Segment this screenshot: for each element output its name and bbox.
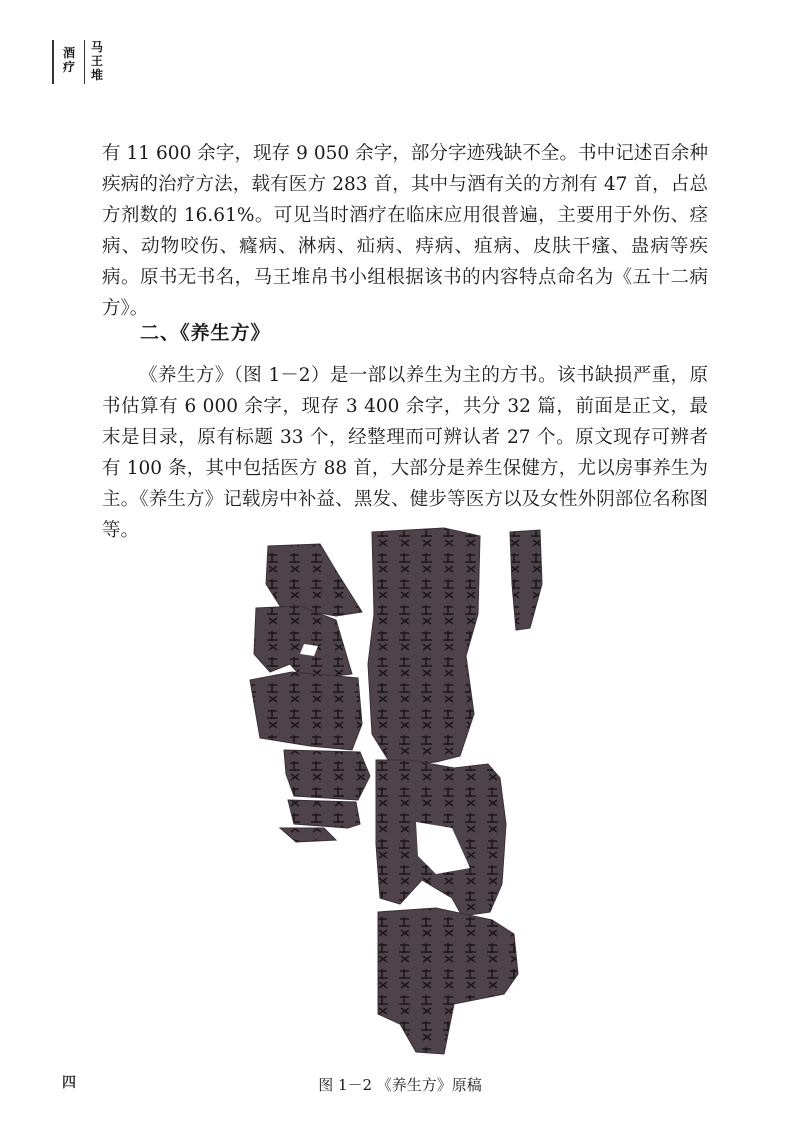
fragment xyxy=(254,606,352,680)
fragment xyxy=(288,800,360,828)
fragment xyxy=(510,530,542,630)
header-char: 堆 xyxy=(90,68,103,82)
fragment xyxy=(378,908,518,1054)
manuscript-image xyxy=(240,524,558,1064)
manuscript-figure xyxy=(240,524,558,1064)
header-char: 王 xyxy=(90,54,103,68)
header-book-title xyxy=(62,46,76,74)
body-paragraph-2: 《养生方》（图 1－2）是一部以养生为主的方书。该书缺损严重，原书估算有 6 000 余字，现存 3 400 余字，共分 32 篇，前面是正文，最末是目录，原有标题 33 个，经整理而可辨认者 27 个。原文现存可辨者有 100 条，其中包括医方 88 首，大部分是养生保健方，尤以房事养生为主。《养生方》记载房中补益、黑发、健步等医方以及女性外阴部位名称图等。 xyxy=(102,365,708,541)
fragment xyxy=(280,828,336,842)
figure-caption: 图 1－2 《养生方》原稿 xyxy=(318,1076,482,1094)
fragment xyxy=(368,528,480,766)
body-paragraph-1: 有 11 600 余字，现存 9 050 余字，部分字迹残缺不全。书中记述百余种疾病的治疗方法，载有医方 283 首，其中与酒有关的方剂有 47 首，占总方剂数的 16.61%。可见当时酒疗在临床应用很普遍，主要用于外伤、痉病、动物咬伤、癃病、淋病、疝病、痔病、疽病、皮肤干瘙、蛊病等疾病。原书无书名，马王堆帛书小组根据该书的内容特点命名为《五十二病方》。 xyxy=(102,143,708,319)
section-heading: 二、《养生方》 xyxy=(140,322,271,344)
fragment xyxy=(250,672,362,750)
header-char: 酒 xyxy=(62,46,75,60)
fragment xyxy=(266,544,362,616)
fragment xyxy=(284,750,370,800)
header-series-title xyxy=(90,40,104,82)
page-number: 四 xyxy=(62,1075,76,1091)
header-rule-inner xyxy=(84,40,85,84)
running-header xyxy=(52,36,112,86)
header-char: 疗 xyxy=(62,60,75,74)
header-char: 马 xyxy=(90,40,103,54)
header-rule-outer xyxy=(52,40,54,84)
